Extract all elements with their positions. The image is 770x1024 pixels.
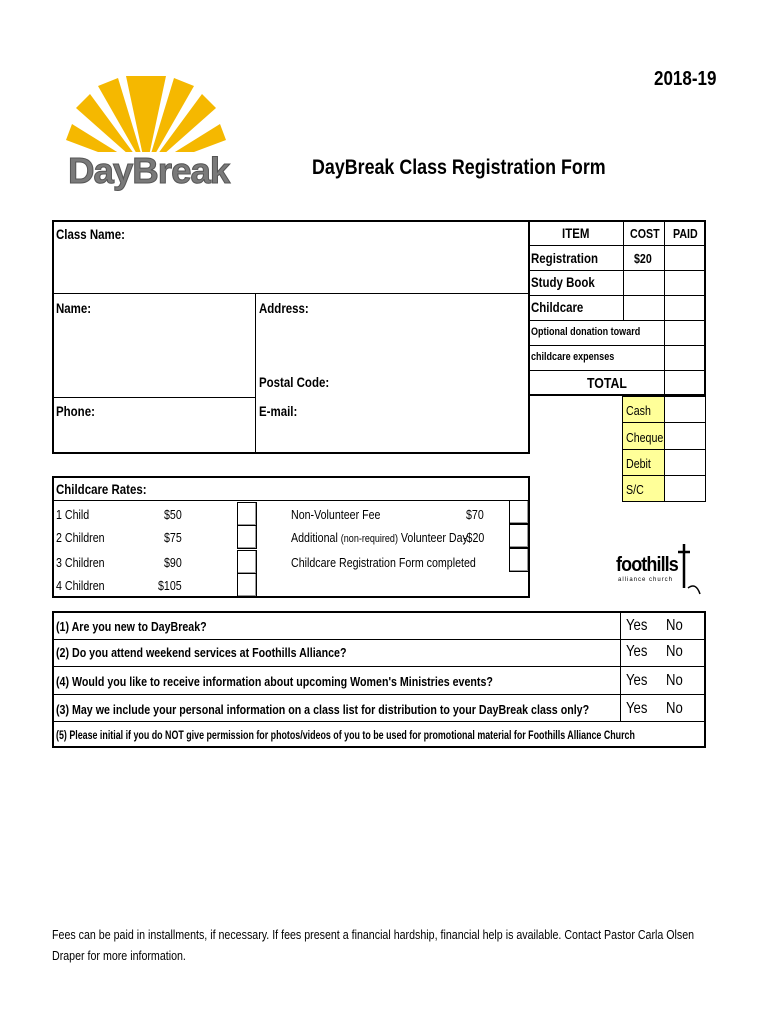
study-book-label: Study Book xyxy=(531,274,595,290)
registration-paid-field[interactable] xyxy=(666,247,704,269)
foothills-logo-name: foothills xyxy=(616,554,678,576)
donation-paid-field[interactable] xyxy=(666,322,704,369)
postal-code-label: Postal Code: xyxy=(259,374,330,390)
payment-sc-field[interactable] xyxy=(664,475,706,502)
rate-2-price: $75 xyxy=(164,530,182,545)
study-book-cost-field[interactable] xyxy=(625,272,663,294)
address-field[interactable] xyxy=(257,318,525,372)
question-4-text: (4) Would you like to receive information about upcoming Women's Ministries events? xyxy=(56,674,493,689)
question-1-no[interactable]: No xyxy=(666,617,683,634)
payment-cash-label: Cash xyxy=(626,403,651,418)
rate-3-checkbox[interactable] xyxy=(237,550,257,574)
donation-label: Optional donation toward xyxy=(531,326,641,338)
childcare-label: Childcare xyxy=(531,299,584,315)
paid-header: PAID xyxy=(673,226,698,241)
childcare-form-completed-label: Childcare Registration Form completed xyxy=(291,555,476,570)
cost-header: COST xyxy=(630,226,660,241)
daybreak-logo xyxy=(66,70,230,202)
rate-1-price: $50 xyxy=(164,507,182,522)
photo-permission-initial-field[interactable] xyxy=(636,723,704,746)
question-2-no[interactable]: No xyxy=(666,643,683,660)
total-label: TOTAL xyxy=(587,375,627,392)
question-2-text: (2) Do you attend weekend services at Foothills Alliance? xyxy=(56,645,347,660)
name-label: Name: xyxy=(56,300,92,316)
address-label: Address: xyxy=(259,300,309,316)
study-book-paid-field[interactable] xyxy=(666,272,704,294)
non-volunteer-fee-label: Non-Volunteer Fee xyxy=(291,507,381,522)
payment-cash-field[interactable] xyxy=(664,396,706,423)
page-title: DayBreak Class Registration Form xyxy=(312,156,606,179)
question-1-yes[interactable]: Yes xyxy=(626,617,648,634)
name-field[interactable] xyxy=(54,318,252,394)
registration-label: Registration xyxy=(531,250,598,266)
rate-4-checkbox[interactable] xyxy=(237,573,257,597)
class-name-field[interactable] xyxy=(150,222,526,290)
logo-text: DayBreak xyxy=(68,150,230,191)
rate-4-label: 4 Children xyxy=(56,578,105,593)
non-volunteer-fee-checkbox[interactable] xyxy=(509,500,529,524)
donation-label-2: childcare expenses xyxy=(531,351,615,363)
rate-2-checkbox[interactable] xyxy=(237,525,257,549)
volunteer-day-label-small: (non-required) xyxy=(340,533,398,545)
volunteer-day-checkbox[interactable] xyxy=(509,524,529,548)
question-3-no[interactable]: No xyxy=(666,700,683,717)
childcare-paid-field[interactable] xyxy=(666,297,704,319)
question-3-yes[interactable]: Yes xyxy=(626,700,648,717)
email-field[interactable] xyxy=(257,420,525,452)
childcare-form-completed-checkbox[interactable] xyxy=(509,548,529,572)
rate-3-label: 3 Children xyxy=(56,555,105,570)
foothills-logo xyxy=(612,542,702,602)
photo-permission-text: (5) Please initial if you do NOT give permission for photos/videos of you to be used for promotional material for Foothills Alliance Church xyxy=(56,728,635,742)
volunteer-day-amount: -$20 xyxy=(463,530,485,545)
question-4-yes[interactable]: Yes xyxy=(626,672,648,689)
question-1-text: (1) Are you new to DayBreak? xyxy=(56,619,207,634)
question-3-text: (3) May we include your personal information on a class list for distribution to your DayBreak class only? xyxy=(56,702,590,717)
footer-note: Fees can be paid in installments, if necessary. If fees present a financial hardship, financial help is available. Contact Pastor Carla Olsen Draper for more information. xyxy=(52,927,695,963)
rate-3-price: $90 xyxy=(164,555,182,570)
childcare-rates-heading: Childcare Rates: xyxy=(56,481,147,497)
foothills-logo-sub: alliance church xyxy=(618,577,674,583)
payment-debit-label: Debit xyxy=(626,456,651,471)
volunteer-day-label xyxy=(291,530,468,545)
total-field[interactable] xyxy=(666,372,704,394)
rate-1-label: 1 Child xyxy=(56,507,90,522)
class-name-label: Class Name: xyxy=(56,226,125,242)
question-4-no[interactable]: No xyxy=(666,672,683,689)
payment-cheque-field[interactable] xyxy=(664,422,706,450)
volunteer-day-label-main: Additional xyxy=(291,530,341,545)
phone-field[interactable] xyxy=(54,420,252,452)
email-label: E-mail: xyxy=(259,403,298,419)
phone-label: Phone: xyxy=(56,403,95,419)
registration-cost: $20 xyxy=(634,251,652,266)
question-2-yes[interactable]: Yes xyxy=(626,643,648,660)
non-volunteer-fee-amount: $70 xyxy=(466,507,484,522)
payment-cheque-label: Cheque xyxy=(626,430,664,445)
rate-1-checkbox[interactable] xyxy=(237,502,257,526)
cross-icon xyxy=(676,542,702,600)
childcare-cost-field[interactable] xyxy=(625,297,663,319)
item-header: ITEM xyxy=(562,225,590,241)
rate-4-price: $105 xyxy=(158,578,182,593)
rate-2-label: 2 Children xyxy=(56,530,105,545)
form-year: 2018-19 xyxy=(653,68,716,90)
payment-sc-label: S/C xyxy=(626,482,644,497)
volunteer-day-label-end: Volunteer Day xyxy=(397,530,468,545)
payment-debit-field[interactable] xyxy=(664,449,706,476)
